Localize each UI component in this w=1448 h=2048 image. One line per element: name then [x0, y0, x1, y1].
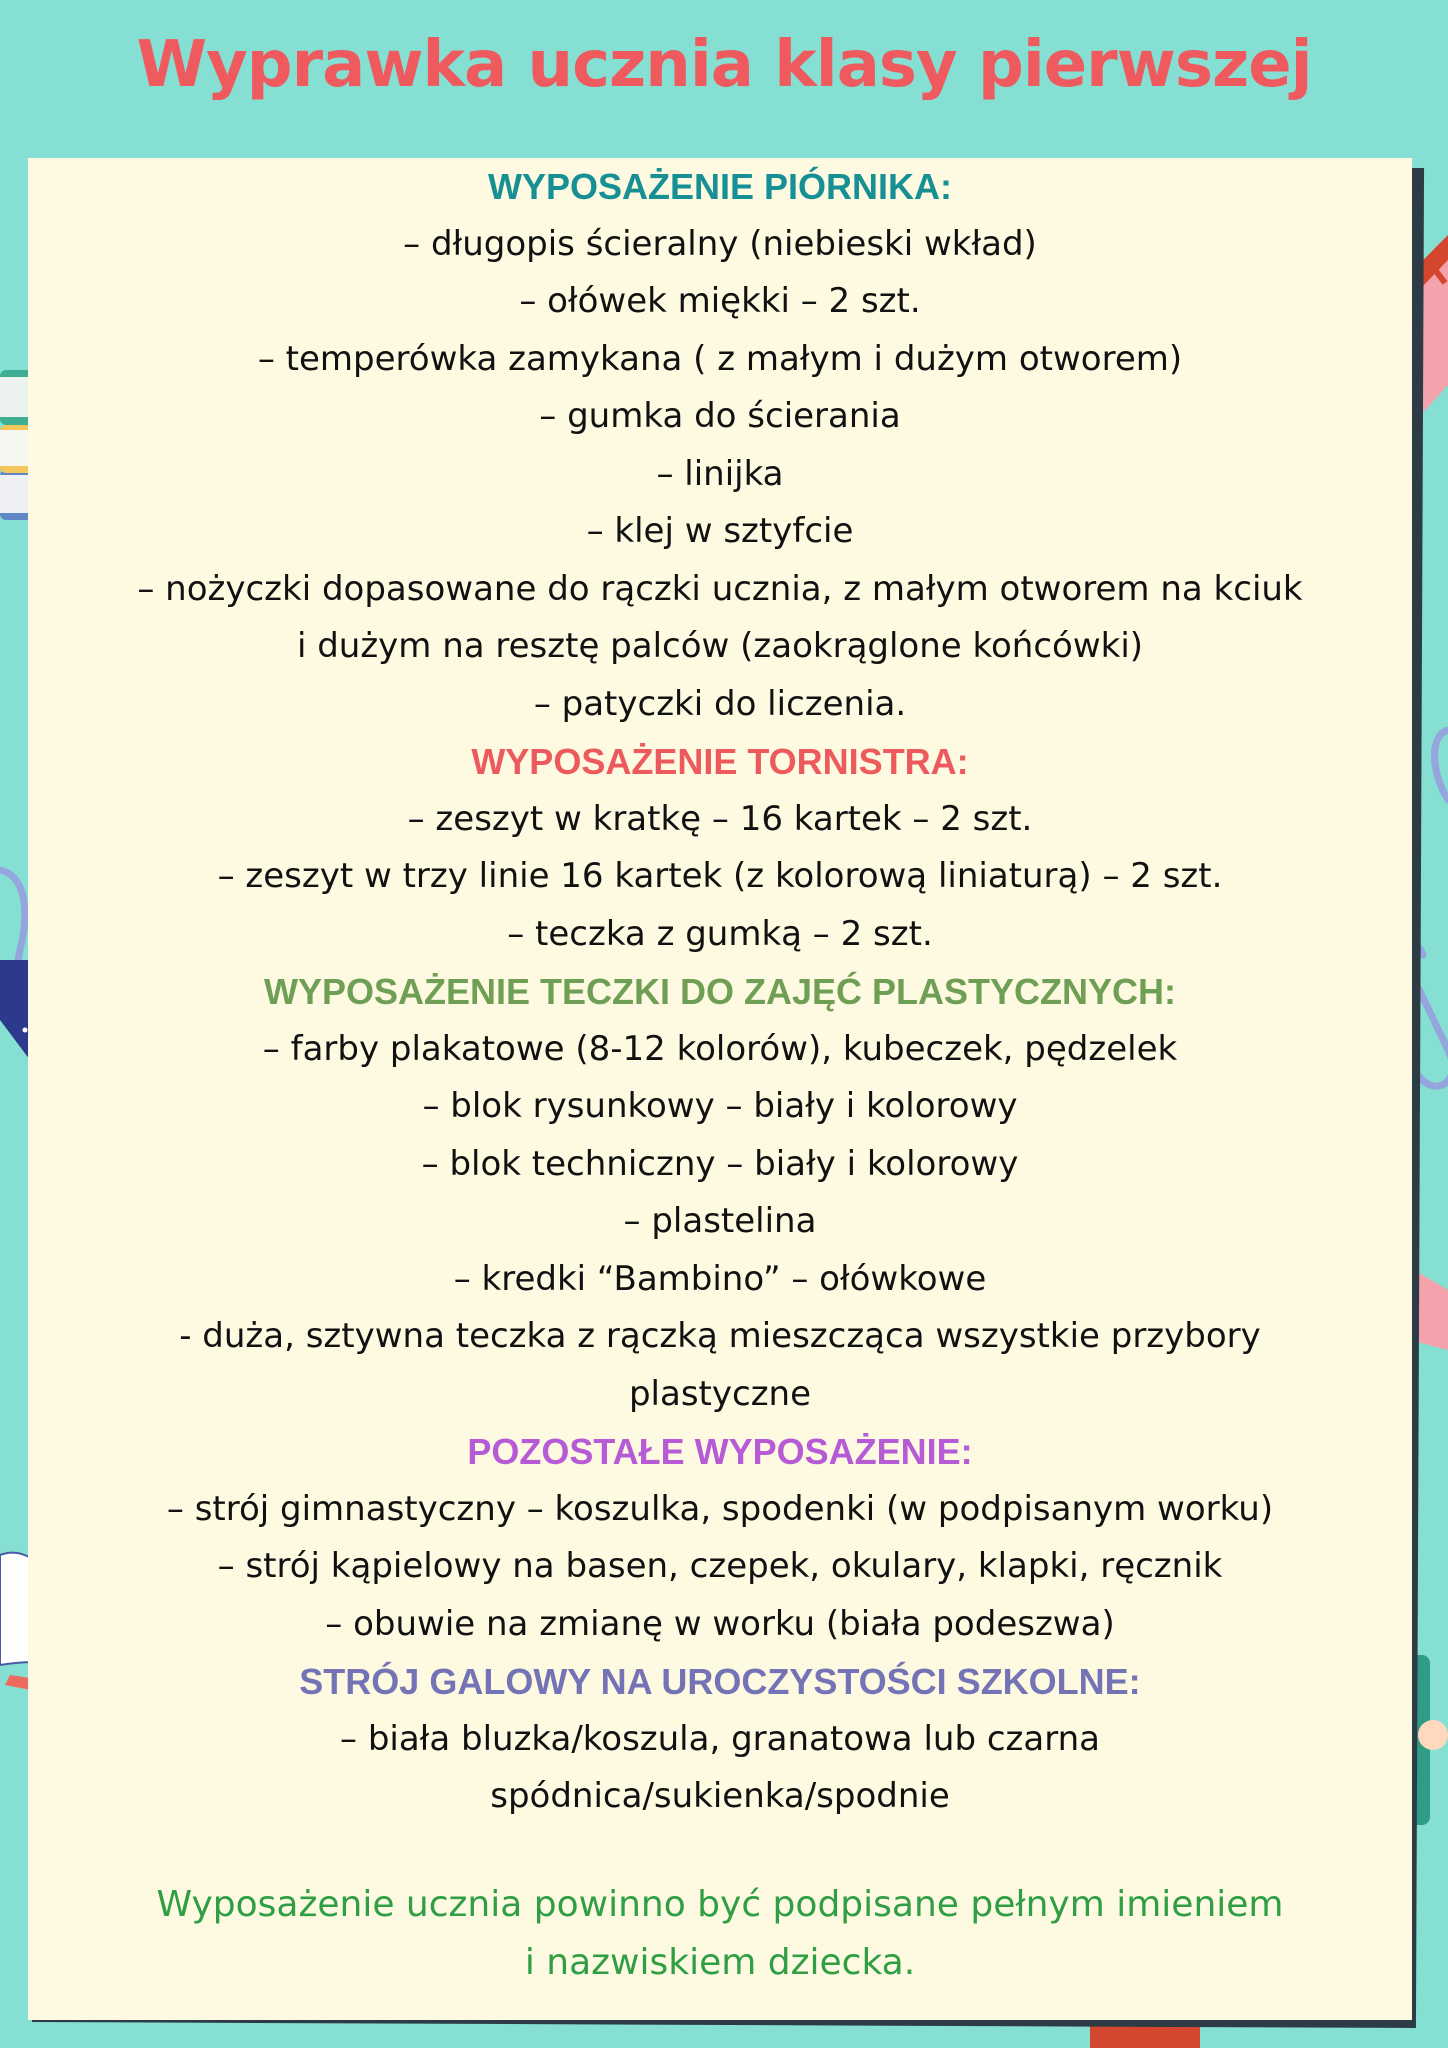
list-item: – blok rysunkowy – biały i kolorowy	[422, 1086, 1018, 1126]
list-item: – nożyczki dopasowane do rączki ucznia, z małym otworem na kciuk	[137, 568, 1303, 609]
section-other	[28, 1423, 1412, 1653]
list-item: – teczka z gumką – 2 szt.	[507, 913, 933, 954]
section-heading: WYPOSAŻENIE TECZKI DO ZAJĘĆ PLASTYCZNYCH:	[263, 971, 1177, 1012]
supply-list	[28, 158, 1412, 1992]
note-line: Wyposażenie ucznia powinno być podpisane pełnym imieniem	[156, 1883, 1284, 1925]
section-heading: WYPOSAŻENIE TORNISTRA:	[471, 741, 969, 782]
list-item: – kredki “Bambino” – ołówkowe	[453, 1258, 987, 1299]
list-item: – strój gimnastyczny – koszulka, spodenki (w podpisanym worku)	[166, 1488, 1274, 1529]
list-item: – gumka do ścierania	[539, 396, 901, 436]
list-item: – zeszyt w trzy linie 16 kartek (z kolorową liniaturą) – 2 szt.	[217, 856, 1223, 896]
list-item: – klej w sztyfcie	[586, 511, 854, 551]
list-item: – biała bluzka/koszula, granatowa lub czarna	[340, 1718, 1100, 1759]
section-heading: WYPOSAŻENIE PIÓRNIKA:	[487, 166, 953, 207]
list-item: – zeszyt w kratkę – 16 kartek – 2 szt.	[407, 798, 1033, 839]
section-heading: POZOSTAŁE WYPOSAŻENIE:	[467, 1431, 973, 1472]
note	[28, 1876, 1412, 1992]
list-item: – blok techniczny – biały i kolorowy	[421, 1143, 1019, 1184]
list-item: – patyczki do liczenia.	[533, 683, 907, 724]
list-item: – temperówka zamykana ( z małym i dużym otworem)	[257, 338, 1183, 379]
list-item: - duża, sztywna teczka z rączką mieszcząca wszystkie przybory	[179, 1316, 1261, 1356]
list-item: – ołówek miękki – 2 szt.	[519, 281, 921, 321]
section-art-folder	[28, 963, 1412, 1423]
paperclip-icon	[1425, 720, 1448, 810]
list-item: – plastelina	[623, 1201, 817, 1241]
section-heading: STRÓJ GALOWY NA UROCZYSTOŚCI SZKOLNE:	[299, 1661, 1141, 1702]
page-title: Wyprawka ucznia klasy pierwszej	[136, 28, 1312, 102]
list-item: – linijka	[656, 453, 784, 494]
note-line: i nazwiskiem dziecka.	[524, 1941, 916, 1983]
list-item: spódnica/sukienka/spodnie	[490, 1776, 950, 1816]
section-backpack	[28, 733, 1412, 963]
list-item: i dużym na resztę palców (zaokrąglone końcówki)	[296, 626, 1144, 666]
list-item: – strój kąpielowy na basen, czepek, okulary, klapki, ręcznik	[217, 1546, 1223, 1586]
list-item: – obuwie na zmianę w worku (biała podeszwa)	[325, 1603, 1115, 1644]
section-pencil-case	[28, 158, 1412, 733]
list-item: – długopis ścieralny (niebieski wkład)	[403, 223, 1037, 264]
list-item: plastyczne	[628, 1373, 812, 1414]
list-item: – farby plakatowe (8-12 kolorów), kubeczek, pędzelek	[262, 1028, 1178, 1069]
section-formal-outfit	[28, 1653, 1412, 1826]
